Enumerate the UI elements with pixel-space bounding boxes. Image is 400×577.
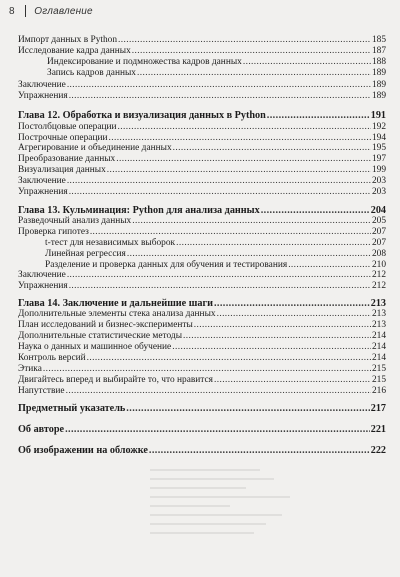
toc-entry-label: Дополнительные статистические методы — [18, 331, 182, 341]
toc-entry — [18, 270, 386, 281]
toc-entry-label: Предметный указатель — [18, 403, 126, 414]
toc-entry-page: 214 — [371, 342, 386, 352]
toc-entry-label: Агрегирование и объединение данных — [18, 143, 172, 153]
toc-entry-label: Глава 14. Заключение и дальнейшие шаги — [18, 298, 213, 309]
toc-entry-page: 215 — [371, 364, 386, 374]
toc-entry-page: 192 — [371, 122, 386, 132]
toc-entry — [18, 281, 386, 292]
dot-leader — [127, 249, 371, 260]
toc-entry-label: Заключение — [18, 270, 66, 280]
toc-entry-label: Преобразование данных — [18, 154, 116, 164]
toc-chapter-entry — [18, 424, 386, 436]
toc-chapter-entry — [18, 445, 386, 457]
toc-entry — [18, 364, 386, 375]
toc-entry-page: 213 — [370, 298, 386, 309]
dot-leader — [176, 238, 371, 249]
toc-entry — [18, 227, 386, 238]
toc-entry — [18, 386, 386, 397]
dot-leader — [194, 320, 371, 331]
dot-leader — [67, 80, 371, 91]
toc-entry — [18, 143, 386, 154]
toc-entry — [47, 68, 386, 79]
toc-entry-page: 189 — [371, 91, 386, 101]
toc-entry — [47, 57, 386, 68]
toc-entry — [18, 353, 386, 364]
toc-entry-page: 194 — [371, 133, 386, 143]
toc-entry-label: Глава 13. Кульминация: Python для анализа данных — [18, 205, 260, 216]
toc-entry-page: 189 — [371, 80, 386, 90]
dot-leader — [173, 143, 371, 154]
toc-entry-label: Запись кадров данных — [47, 68, 136, 78]
toc-entry-page: 203 — [371, 187, 386, 197]
toc-entry-page: 204 — [370, 205, 386, 216]
dot-leader — [217, 309, 371, 320]
toc-entry-label: Построчные операции — [18, 133, 108, 143]
toc-entry-label: Глава 12. Обработка и визуализация данных в Python — [18, 110, 266, 121]
toc-entry-label: Об авторе — [18, 424, 65, 435]
toc-entry-page: 213 — [371, 320, 386, 330]
dot-leader — [90, 227, 371, 238]
toc-entry — [18, 35, 386, 46]
dot-leader — [132, 216, 371, 227]
dot-leader — [243, 57, 371, 68]
toc-entry-label: Линейная регрессия — [45, 249, 126, 259]
dot-leader — [67, 270, 371, 281]
dot-leader — [116, 154, 371, 165]
toc-entry-page: 221 — [370, 424, 386, 435]
toc-entry — [18, 91, 386, 102]
toc-entry-label: Постолбцовые операции — [18, 122, 117, 132]
toc-entry-page: 212 — [371, 270, 386, 280]
toc-entry-label: Разведочный анализ данных — [18, 216, 132, 226]
toc-entry-label: Упражнения — [18, 281, 68, 291]
dot-leader — [43, 364, 371, 375]
dot-leader — [69, 187, 371, 198]
dot-leader — [66, 386, 371, 397]
dot-leader — [172, 342, 371, 353]
dot-leader — [65, 424, 370, 436]
toc-entry — [18, 122, 386, 133]
toc-entry-label: Упражнения — [18, 91, 68, 101]
toc-entry-page: 215 — [371, 375, 386, 385]
bleed-through-text — [150, 462, 350, 572]
dot-leader — [67, 176, 371, 187]
toc-entry-label: Индексирование и подмножества кадров данных — [47, 57, 242, 67]
dot-leader — [69, 91, 371, 102]
dot-leader — [126, 403, 369, 415]
toc-entry — [45, 238, 386, 249]
toc-entry-label: Заключение — [18, 80, 66, 90]
toc-entry-page: 208 — [371, 249, 386, 259]
toc-chapter-entry — [18, 110, 386, 122]
toc-entry-label: Об изображении на обложке — [18, 445, 148, 456]
toc-entry-page: 212 — [371, 281, 386, 291]
toc-entry-page: 197 — [371, 154, 386, 164]
toc-entry-label: Упражнения — [18, 187, 68, 197]
toc-entry-label: Дополнительные элементы стека анализа данных — [18, 309, 216, 319]
dot-leader — [214, 375, 371, 386]
toc-entry — [18, 154, 386, 165]
toc-entry-label: Исследование кадра данных — [18, 46, 131, 56]
dot-leader — [137, 68, 371, 79]
dot-leader — [118, 122, 371, 133]
toc-entry — [45, 249, 386, 260]
header-section-title: Оглавление — [34, 5, 93, 17]
toc-entry — [18, 342, 386, 353]
toc-entry-label: Проверка гипотез — [18, 227, 89, 237]
dot-leader — [149, 445, 370, 457]
dot-leader — [183, 331, 371, 342]
dot-leader — [132, 46, 371, 57]
toc-entry-label: Контроль версий — [18, 353, 86, 363]
toc-entry-page: 207 — [371, 227, 386, 237]
toc-entry-label: План исследований и бизнес-эксперименты — [18, 320, 193, 330]
toc-entry — [18, 46, 386, 57]
toc-entry-label: Двигайтесь вперед и выбирайте то, что нравится — [18, 375, 213, 385]
page-number: 8 — [9, 5, 15, 17]
dot-leader — [107, 165, 371, 176]
toc-entry-label: Заключение — [18, 176, 66, 186]
dot-leader — [69, 281, 371, 292]
header-divider — [25, 5, 26, 17]
toc-entry — [18, 375, 386, 386]
toc-entry — [18, 331, 386, 342]
toc-entry-page: 214 — [371, 331, 386, 341]
toc-entry-label: Визуализация данных — [18, 165, 106, 175]
toc-entry-label: Наука о данных и машинное обучение — [18, 342, 172, 352]
toc-entry — [18, 309, 386, 320]
toc-entry-label: t-тест для независимых выборок — [45, 238, 176, 248]
toc-entry-label: Напутствие — [18, 386, 65, 396]
toc-entry-page: 214 — [371, 353, 386, 363]
running-header — [9, 2, 93, 20]
toc-entry-page: 187 — [371, 46, 386, 56]
toc-entry-page: 222 — [370, 445, 386, 456]
toc-entry-page: 216 — [371, 386, 386, 396]
toc-entry — [18, 320, 386, 331]
toc-entry — [18, 187, 386, 198]
toc-entry-page: 199 — [371, 165, 386, 175]
toc-entry — [18, 216, 386, 227]
toc-entry — [18, 80, 386, 91]
toc-entry-page: 217 — [370, 403, 386, 414]
toc-entry-label: Импорт данных в Python — [18, 35, 118, 45]
dot-leader — [118, 35, 371, 46]
dot-leader — [87, 353, 371, 364]
dot-leader — [267, 110, 370, 122]
toc-entry-page: 188 — [371, 57, 386, 67]
toc-entry-page: 207 — [371, 238, 386, 248]
toc-entry-page: 205 — [371, 216, 386, 226]
toc-entry-page: 195 — [371, 143, 386, 153]
toc-entry — [18, 165, 386, 176]
toc-entry-page: 189 — [371, 68, 386, 78]
toc-entry-label: Разделение и проверка данных для обучения и тестирования — [45, 260, 288, 270]
toc-entry-page: 185 — [371, 35, 386, 45]
toc-entry-page: 203 — [371, 176, 386, 186]
toc-entry-label: Этика — [18, 364, 42, 374]
toc-entry-page: 191 — [370, 110, 386, 121]
toc-entry-page: 210 — [371, 260, 386, 270]
toc-chapter-entry — [18, 403, 386, 415]
toc-entry — [18, 176, 386, 187]
toc-entry-page: 213 — [371, 309, 386, 319]
